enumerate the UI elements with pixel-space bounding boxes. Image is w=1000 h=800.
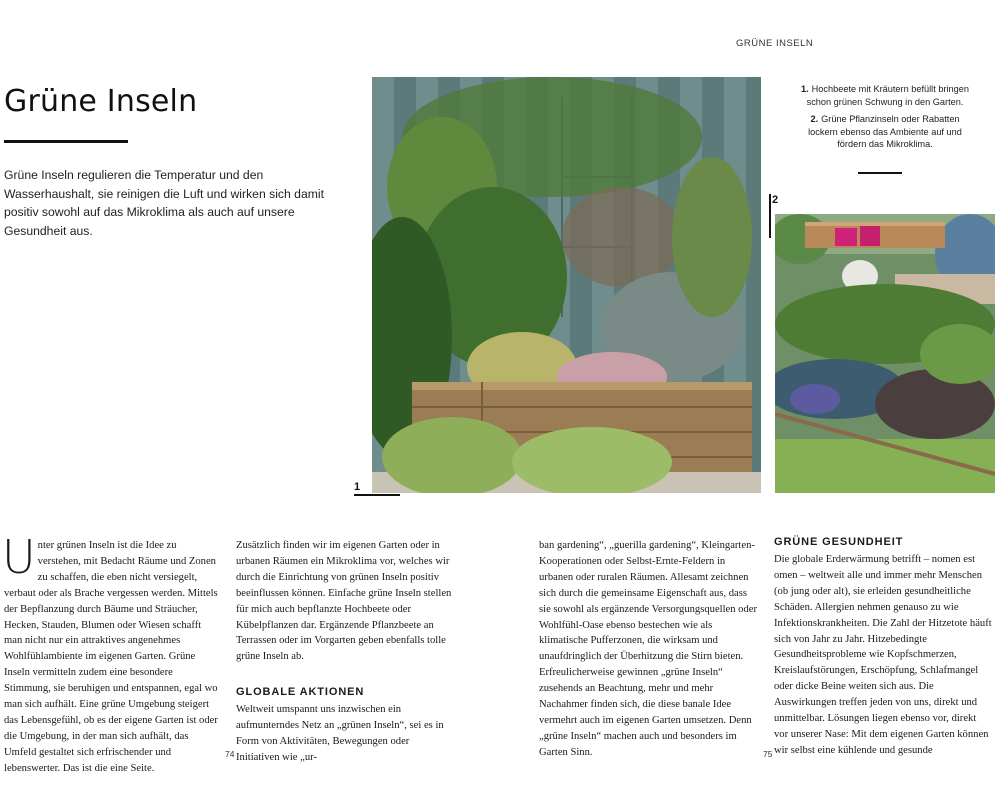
body-text-3: ban gardening“, „guerilla gardening“, Kleingarten-Kooperationen oder Selbst-Ernte-Feldern in urbanen oder ruralen Räumen. Allesamt zeichnen sich durch die gemeinsame Eigenschaft aus, dass sie sowohl als ergänzende Versorgungsquellen oder Wohlfühl-Oase ebenso bestechen wie als klimatische Pufferzonen, die wirksam und unaufdringlich der Überhitzung die Stirn bieten. Erfreulicherweise gewinnen „grüne Inseln“ zusehends an Beachtung, mehr und mehr Nachahmer finden sich, die diese banale Idee vermehrt auch im eigenen Garten umsetzen. Denn „grüne Inseln“ machen auch und besonders im Garten Sinn. [539, 540, 758, 758]
body-text-2: Zusätzlich finden wir im eigenen Garten oder in urbanen Räumen ein Mikroklima vor, welches wir durch die Einrichtung von grünen Inseln positiv beeinflussen können. Einfache grüne Inseln stellen für mich auch bepflanzte Hochbeete oder Kübelpflanzen dar. Ergänzende Pflanzbeete an Terrassen oder im Vorgarten geben ebenfalls tolle grüne Inseln ab. [236, 540, 452, 663]
page-number-right: 75 [763, 749, 773, 759]
body-text-4: Die globale Erderwärmung betrifft – nomen est omen – weltweit alle und immer mehr Menschen (ob jung oder alt), sie erleiden gesundheitliche Schäden. Allergien nehmen genauso zu wie Infektionskrankheiten. Die Zahl der Hitzetote häuft sich von Jahr zu Jahr. Hitzebedingte Gesundheitsprobleme wie Kopfschmerzen, Kreislaufstörungen, Erschöpfung, Schlafmangel oder dicke Beine weiten sich aus. Die Auswirkungen treffen jeden von uns, direkt und unmittelbar. Lösungen liegen ebenso vor, direkt vor unserer Nase: Mit dem eigenen Garten können wir selbst eine kühlende und gesunde [774, 554, 992, 756]
page-number-left: 74 [225, 749, 235, 759]
caption-rule [858, 172, 902, 174]
caption-1-text: Hochbeete mit Kräutern befüllt bringen schon grünen Schwung in den Garten. [806, 84, 969, 107]
body-column-4 [774, 535, 992, 759]
figure-2-rule [769, 194, 771, 238]
body-column-2 [236, 538, 454, 766]
body-column-3 [539, 538, 757, 761]
figure-2-label: 2 [772, 194, 779, 206]
body-paragraph-1 [2, 530, 222, 777]
caption-1 [796, 83, 974, 108]
section-heading-globale-aktionen: GLOBALE AKTIONEN [236, 686, 365, 699]
photo-raised-herb-bed [372, 77, 761, 493]
section-heading-gruene-gesundheit: GRÜNE GESUNDHEIT [774, 536, 904, 548]
caption-2-text: Grüne Pflanzinseln oder Rabatten lockern ebenso das Ambiente auf und fördern das Mikroklima. [808, 114, 962, 150]
caption-2-number: 2. [810, 114, 819, 125]
figure-1-rule [354, 494, 400, 496]
running-head: GRÜNE INSELN [736, 38, 814, 49]
caption-2 [796, 113, 974, 151]
body-column-1 [2, 530, 222, 777]
drop-cap: U [2, 530, 36, 584]
figure-1-label: 1 [354, 481, 361, 493]
page-title: Grüne Inseln [4, 84, 198, 119]
title-underline [4, 140, 128, 143]
caption-1-number: 1. [801, 84, 809, 94]
photo-captions [796, 83, 974, 156]
body-text-2b: Weltweit umspannt uns inzwischen ein aufmunterndes Netz an „grünen Inseln“, sei es in Form von Aktivitäten, Bewegungen oder Initiativen wie „ur- [236, 704, 444, 763]
body-text-1: nter grünen Inseln ist die Idee zu verstehen, mit Bedacht Räume und Zonen zu schaffen, die eben nicht versiegelt, verbaut oder als Brache vergessen werden. Mittels der Bepflanzung durch Bäume und Sträucher, Hecken, Stauden, Blumen oder Wiesen schafft man nicht nur ein attraktives angenehmes Wohlfühlambiente im eigenen Garten. Grüne Inseln vermitteln zudem eine besondere Stimmung, sie beruhigen und entspannen, egal wo man sich aufhält. Eine grüne Umgebung steigert das Lebensgefühl, ob es der eigene Garten ist oder die Umgebung, in der man sich aufhält, das Umfeld gestaltet sich erfrischender und lebenswerter. Das ist die eine Seite. [4, 540, 218, 774]
photo-garden-bed-bench [775, 214, 995, 493]
intro-paragraph: Grüne Inseln regulieren die Temperatur und den Wasserhaushalt, sie reinigen die Luft und wirken sich damit positiv sowohl auf das Mikroklima als auch auf unsere Gesundheit aus. [4, 168, 324, 238]
